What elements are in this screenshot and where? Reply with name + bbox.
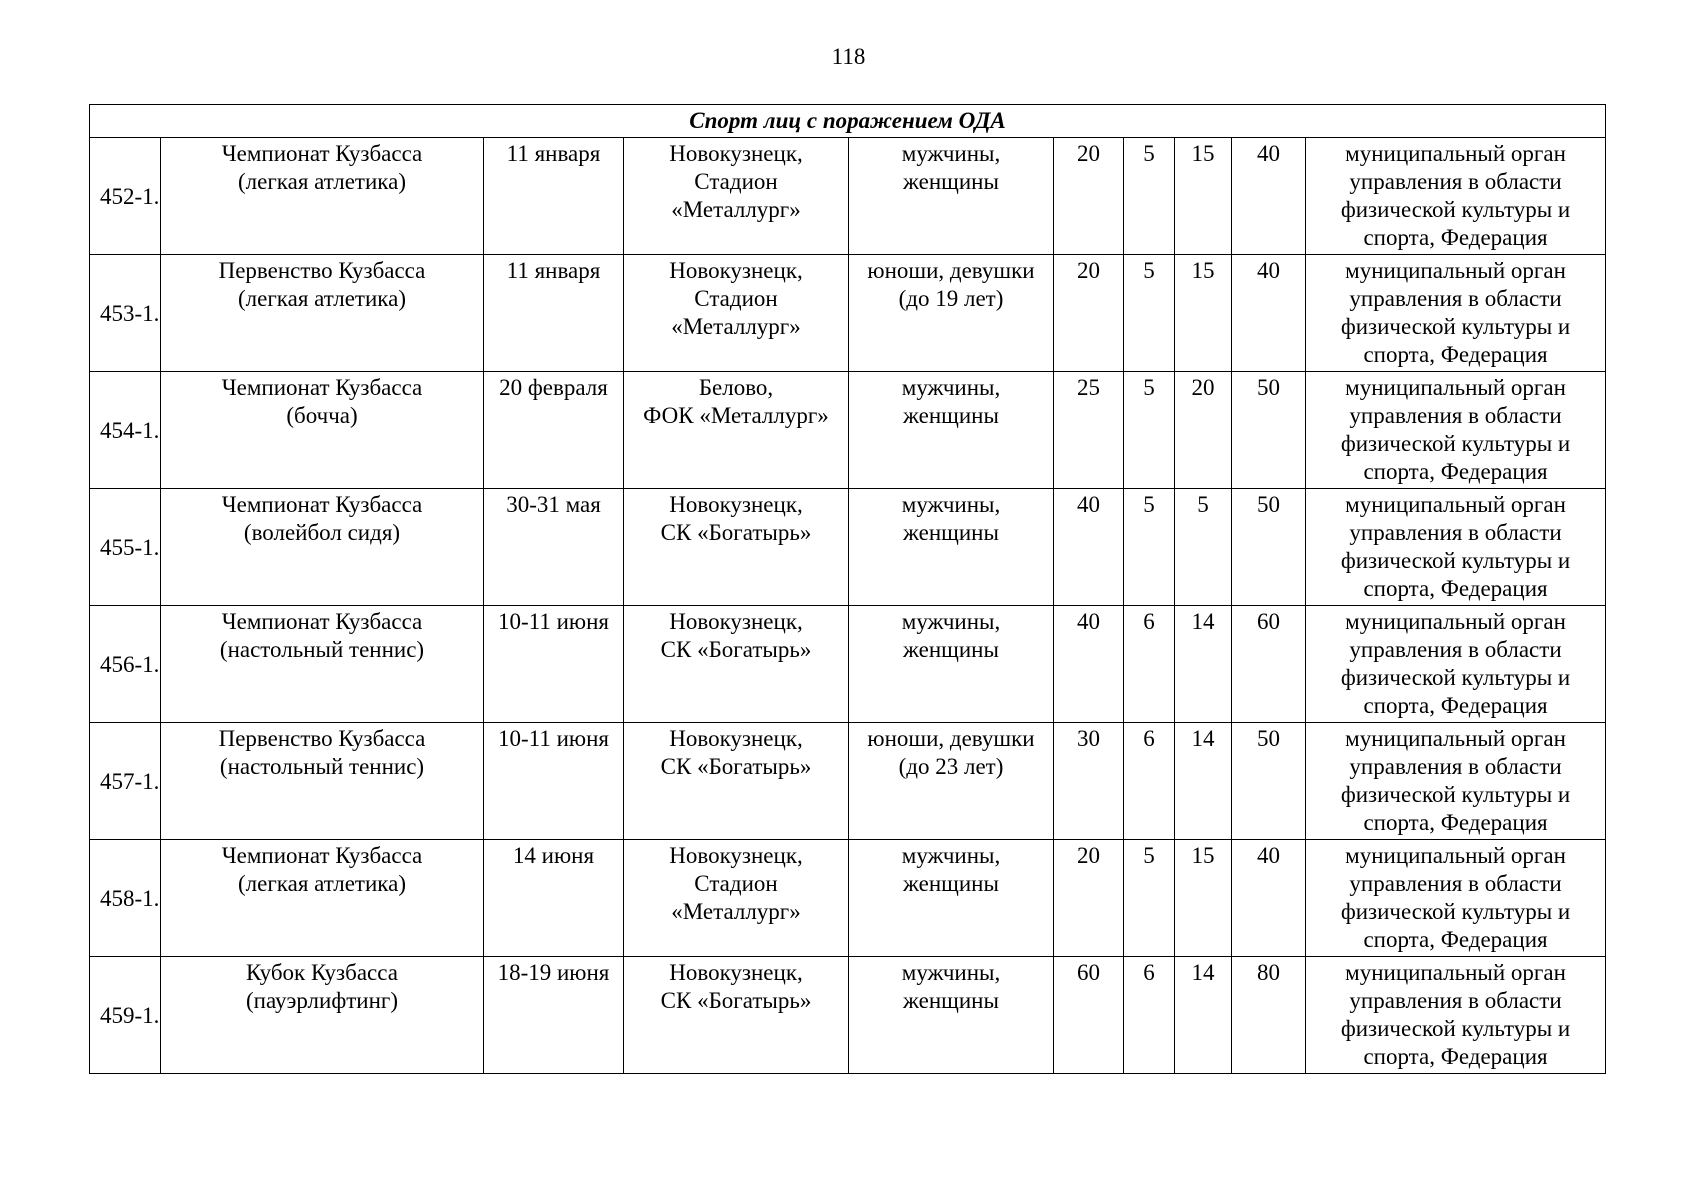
event-venue — [624, 840, 849, 957]
table-row — [90, 489, 1606, 606]
organizer-line: управления в области — [1349, 169, 1562, 194]
count-4: 60 — [1232, 606, 1306, 723]
organizer-line: управления в области — [1349, 520, 1562, 545]
count-3: 5 — [1175, 489, 1232, 606]
count-1: 40 — [1054, 606, 1124, 723]
organizer-line: физической культуры и — [1340, 197, 1571, 222]
venue-line: Стадион — [694, 286, 778, 311]
organizer-line: спорта, Федерация — [1363, 1044, 1548, 1069]
count-1: 25 — [1054, 372, 1124, 489]
count-4: 50 — [1232, 372, 1306, 489]
organizer-line: спорта, Федерация — [1363, 927, 1548, 952]
organizer — [1306, 723, 1606, 840]
table-row — [90, 957, 1606, 1074]
count-1: 20 — [1054, 840, 1124, 957]
event-date: 10-11 июня — [484, 723, 624, 840]
event-venue — [624, 723, 849, 840]
event-venue — [624, 606, 849, 723]
participants-line: мужчины, — [901, 141, 1001, 166]
event-line: (легкая атлетика) — [238, 169, 406, 194]
count-4: 50 — [1232, 489, 1306, 606]
organizer-line: управления в области — [1349, 286, 1562, 311]
organizer — [1306, 255, 1606, 372]
organizer-line: управления в области — [1349, 403, 1562, 428]
organizer-line: управления в области — [1349, 988, 1562, 1013]
count-2: 5 — [1124, 489, 1175, 606]
venue-line: СК «Богатырь» — [660, 520, 812, 545]
count-1: 40 — [1054, 489, 1124, 606]
venue-line: СК «Богатырь» — [660, 637, 812, 662]
count-3: 14 — [1175, 723, 1232, 840]
organizer-line: муниципальный орган — [1345, 141, 1566, 166]
organizer-line: физической культуры и — [1340, 665, 1571, 690]
organizer-line: физической культуры и — [1340, 782, 1571, 807]
table-row — [90, 138, 1606, 255]
event-name — [161, 138, 484, 255]
participants — [849, 606, 1054, 723]
event-line: Чемпионат Кузбасса — [221, 375, 423, 400]
organizer-line: муниципальный орган — [1345, 375, 1566, 400]
row-number: 456-1. — [90, 606, 161, 723]
event-date: 14 июня — [484, 840, 624, 957]
event-name — [161, 957, 484, 1074]
event-date: 20 февраля — [484, 372, 624, 489]
organizer-line: физической культуры и — [1340, 1016, 1571, 1041]
event-line: (легкая атлетика) — [238, 871, 406, 896]
venue-line: Новокузнецк, — [669, 492, 803, 517]
participants-line: мужчины, — [901, 609, 1001, 634]
venue-line: «Металлург» — [671, 197, 801, 222]
table-body — [90, 105, 1606, 1074]
venue-line: СК «Богатырь» — [660, 988, 812, 1013]
count-4: 40 — [1232, 840, 1306, 957]
event-line: Чемпионат Кузбасса — [221, 141, 423, 166]
table-row — [90, 372, 1606, 489]
count-2: 5 — [1124, 255, 1175, 372]
participants-line: (до 19 лет) — [898, 286, 1004, 311]
event-venue — [624, 255, 849, 372]
organizer-line: управления в области — [1349, 754, 1562, 779]
events-table — [89, 104, 1606, 1074]
organizer-line: физической культуры и — [1340, 548, 1571, 573]
row-number: 452-1. — [90, 138, 161, 255]
organizer — [1306, 840, 1606, 957]
count-2: 6 — [1124, 606, 1175, 723]
count-4: 50 — [1232, 723, 1306, 840]
event-line: Первенство Кузбасса — [218, 726, 426, 751]
count-3: 20 — [1175, 372, 1232, 489]
venue-line: ФОК «Металлург» — [643, 403, 829, 428]
event-venue — [624, 372, 849, 489]
event-line: (волейбол сидя) — [243, 520, 401, 545]
event-line: (настольный теннис) — [219, 754, 425, 779]
count-3: 14 — [1175, 606, 1232, 723]
event-date: 18-19 июня — [484, 957, 624, 1074]
event-date: 11 января — [484, 255, 624, 372]
participants-line: женщины — [903, 637, 999, 662]
organizer-line: муниципальный орган — [1345, 726, 1566, 751]
count-2: 6 — [1124, 957, 1175, 1074]
organizer — [1306, 138, 1606, 255]
organizer-line: спорта, Федерация — [1363, 225, 1548, 250]
venue-line: Новокузнецк, — [669, 726, 803, 751]
organizer-line: муниципальный орган — [1345, 843, 1566, 868]
venue-line: «Металлург» — [671, 899, 801, 924]
participants — [849, 840, 1054, 957]
organizer-line: управления в области — [1349, 637, 1562, 662]
organizer-line: муниципальный орган — [1345, 258, 1566, 283]
participants-line: мужчины, — [901, 375, 1001, 400]
participants-line: юноши, девушки — [867, 726, 1035, 751]
organizer-line: спорта, Федерация — [1363, 693, 1548, 718]
organizer-line: спорта, Федерация — [1363, 342, 1548, 367]
event-line: Первенство Кузбасса — [218, 258, 426, 283]
participants — [849, 138, 1054, 255]
count-4: 40 — [1232, 138, 1306, 255]
count-1: 20 — [1054, 255, 1124, 372]
event-line: (бочча) — [286, 403, 358, 428]
count-4: 80 — [1232, 957, 1306, 1074]
row-number: 459-1. — [90, 957, 161, 1074]
participants-line: юноши, девушки — [867, 258, 1035, 283]
count-2: 6 — [1124, 723, 1175, 840]
organizer — [1306, 957, 1606, 1074]
event-date: 10-11 июня — [484, 606, 624, 723]
participants — [849, 723, 1054, 840]
event-line: Чемпионат Кузбасса — [221, 843, 423, 868]
venue-line: «Металлург» — [671, 314, 801, 339]
participants-line: мужчины, — [901, 492, 1001, 517]
count-2: 5 — [1124, 840, 1175, 957]
participants-line: женщины — [903, 871, 999, 896]
organizer-line: муниципальный орган — [1345, 492, 1566, 517]
venue-line: Белово, — [698, 375, 774, 400]
event-line: Кубок Кузбасса — [246, 960, 398, 985]
participants-line: женщины — [903, 520, 999, 545]
count-3: 14 — [1175, 957, 1232, 1074]
count-3: 15 — [1175, 255, 1232, 372]
participants-line: мужчины, — [901, 843, 1001, 868]
event-line: (легкая атлетика) — [238, 286, 406, 311]
organizer-line: спорта, Федерация — [1363, 576, 1548, 601]
participants — [849, 957, 1054, 1074]
participants-line: (до 23 лет) — [898, 754, 1004, 779]
organizer-line: муниципальный орган — [1345, 609, 1566, 634]
count-2: 5 — [1124, 138, 1175, 255]
event-venue — [624, 489, 849, 606]
count-4: 40 — [1232, 255, 1306, 372]
count-1: 30 — [1054, 723, 1124, 840]
event-line: (настольный теннис) — [219, 637, 425, 662]
table-row — [90, 723, 1606, 840]
row-number: 454-1. — [90, 372, 161, 489]
count-1: 20 — [1054, 138, 1124, 255]
organizer — [1306, 489, 1606, 606]
event-name — [161, 372, 484, 489]
section-header-row — [90, 105, 1606, 138]
organizer-line: спорта, Федерация — [1363, 810, 1548, 835]
event-line: Чемпионат Кузбасса — [221, 492, 423, 517]
organizer — [1306, 372, 1606, 489]
count-2: 5 — [1124, 372, 1175, 489]
event-name — [161, 606, 484, 723]
venue-line: СК «Богатырь» — [660, 754, 812, 779]
row-number: 453-1. — [90, 255, 161, 372]
event-name — [161, 489, 484, 606]
participants — [849, 255, 1054, 372]
participants-line: женщины — [903, 403, 999, 428]
event-date: 30-31 мая — [484, 489, 624, 606]
event-venue — [624, 138, 849, 255]
event-name — [161, 255, 484, 372]
participants — [849, 372, 1054, 489]
venue-line: Новокузнецк, — [669, 609, 803, 634]
organizer-line: физической культуры и — [1340, 314, 1571, 339]
organizer-line: муниципальный орган — [1345, 960, 1566, 985]
table-row — [90, 840, 1606, 957]
table-row — [90, 606, 1606, 723]
venue-line: Стадион — [694, 169, 778, 194]
row-number: 458-1. — [90, 840, 161, 957]
venue-line: Новокузнецк, — [669, 141, 803, 166]
section-title: Спорт лиц с поражением ОДА — [90, 105, 1606, 138]
event-name — [161, 723, 484, 840]
venue-line: Стадион — [694, 871, 778, 896]
participants-line: мужчины, — [901, 960, 1001, 985]
event-line: (пауэрлифтинг) — [245, 988, 399, 1013]
organizer-line: физической культуры и — [1340, 899, 1571, 924]
count-3: 15 — [1175, 840, 1232, 957]
venue-line: Новокузнецк, — [669, 843, 803, 868]
organizer-line: физической культуры и — [1340, 431, 1571, 456]
venue-line: Новокузнецк, — [669, 258, 803, 283]
organizer-line: управления в области — [1349, 871, 1562, 896]
table-row — [90, 255, 1606, 372]
count-1: 60 — [1054, 957, 1124, 1074]
participants — [849, 489, 1054, 606]
row-number: 457-1. — [90, 723, 161, 840]
venue-line: Новокузнецк, — [669, 960, 803, 985]
row-number: 455-1. — [90, 489, 161, 606]
event-venue — [624, 957, 849, 1074]
organizer — [1306, 606, 1606, 723]
event-line: Чемпионат Кузбасса — [221, 609, 423, 634]
event-date: 11 января — [484, 138, 624, 255]
participants-line: женщины — [903, 988, 999, 1013]
participants-line: женщины — [903, 169, 999, 194]
event-name — [161, 840, 484, 957]
page-number: 118 — [831, 44, 866, 69]
organizer-line: спорта, Федерация — [1363, 459, 1548, 484]
count-3: 15 — [1175, 138, 1232, 255]
